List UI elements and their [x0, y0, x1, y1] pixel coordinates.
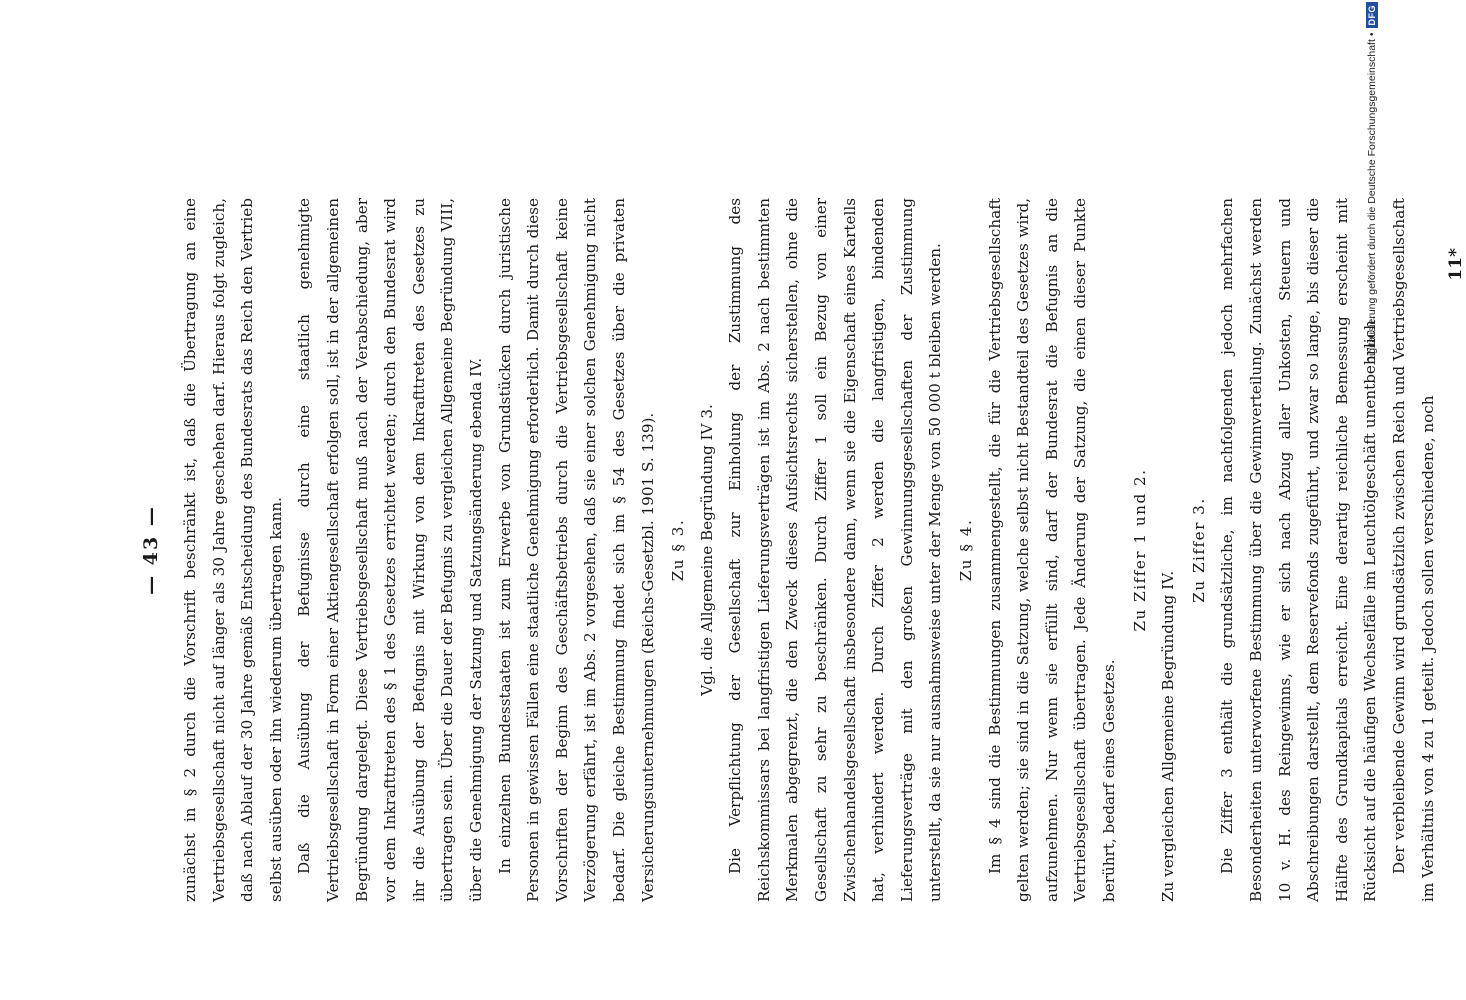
section-heading: Zu § 3. — [669, 518, 688, 582]
paragraph: In einzelnen Bundesstaaten ist zum Erwerbe von Grundstücken durch juristische Personen in gewissen Fällen eine staatliche Genehmigung erforderlich. Damit durch diese Vorschriften der Beginn des Geschäftsbetriebs durch die Vertriebsgesellschaft keine Verzögerung erfährt, ist im Abs. 2 vorgesehen, daß sie einer solchen Genehmigung nicht bedarf. Die gleiche Bestimmung findet sich im § 54 des Gesetzes über die privaten Versicherungsunternehmungen (Reichs-Gesetzbl. 1901 S. 139). — [495, 198, 657, 902]
paragraph: Die Ziffer 3 enthält die grundsätzliche, im nachfolgenden jedoch mehrfachen Besonderheiten unterworfene Bestimmung über die Gewinnverteilung. Zunächst werden 10 v. H. des Reingewinns, wie er sich nach Abzug aller Unkosten, Steuern und Abschreibungen darstellt, dem Reservefonds zugeführt, und zwar so lange, bis dieser die Hälfte des Grundkapitals erreicht. Eine derartig reichliche Bemessung erscheint mit Rücksicht auf die häufigen Wechselfälle im Leuchtölgeschäft unentbehrlich. — [1218, 198, 1380, 902]
paragraph: Zu vergleichen Allgemeine Begründung IV. — [1159, 570, 1178, 902]
paragraph: Im § 4 sind die Bestimmungen zusammengestellt, die für die Vertriebsgesellschaft gelten werden; sie sind in die Satzung, welche selbst nicht Bestandteil des Gesetzes wird, aufzunehmen. Nur wenn sie erfüllt sind, darf der Bundesrat die Befugnis an die Vertriebsgesellschaft übertragen. Jede Änderung der Satzung, die einen dieser Punkte berührt, bedarf eines Gesetzes. — [985, 198, 1118, 902]
credit-text: Digitalisierung gefördert durch die Deutsche Forschungsgemeinschaft • — [1366, 32, 1378, 364]
paragraph: Die Verpflichtung der Gesellschaft zur Einholung der Zustimmung des Reichskommissars bei langfristigen Lieferungsverträgen ist im Abs. 2 nach bestimmten Merkmalen abgegrenzt, die den Zweck dieses Aufsichtsrechts sicherstellen, ohne die Gesellschaft zu sehr zu beschränken. Durch Ziffer 1 soll ein Bezug von einer Zwischenhandelsgesellschaft insbesondere dann, wenn sie die Eigenschaft eines Kartells hat, verhindert werden. Durch Ziffer 2 werden die langfristigen, bindenden Lieferungsverträge mit den großen Gewinnungsgesellschaften der Zustimmung unterstellt, da sie nur ausnahmsweise unter der Menge von 50 000 t bleiben werden. — [726, 198, 945, 902]
section-heading: Zu § 4. — [957, 518, 976, 582]
signature-mark: 11* — [1446, 248, 1466, 281]
section-subheading: Vgl. die Allgemeine Begründung IV 3. — [697, 404, 716, 696]
section-heading: Zu Ziffer 3. — [1189, 497, 1208, 603]
paragraph: Der verbleibende Gewinn wird grundsätzlich zwischen Reich und Vertriebsgesellschaft im Verhältnis von 4 zu 1 geteilt. Jedoch sollen verschiedene, noch — [1389, 198, 1437, 902]
page-number: — 43 — — [140, 505, 162, 595]
page-body — [176, 198, 1442, 902]
digitization-credit — [1366, 2, 1378, 992]
paragraph: zunächst in § 2 durch die Vorschrift beschränkt ist, daß die Übertragung an eine Vertriebsgesellschaft nicht auf länger als 30 Jahre geschehen darf. Hieraus folgt zugleich, daß nach Ablauf der 30 Jahre gemäß Entscheidung des Bundesrats das Reich den Vertrieb selbst ausüben oder ihn wiederum übertragen kann. — [181, 198, 285, 902]
section-heading: Zu Ziffer 1 und 2. — [1130, 468, 1149, 632]
dfg-logo: DFG — [1366, 2, 1378, 29]
paragraph: Daß die Ausübung der Befugnisse durch eine staatlich genehmigte Vertriebsgesellschaft in Form einer Aktiengesellschaft erfolgen soll, ist in der allgemeinen Begründung dargelegt. Diese Vertriebsgesellschaft muß nach der Verabschiedung, aber vor dem Inkrafttreten des § 1 des Gesetzes errichtet werden; durch den Bundesrat wird ihr die Ausübung der Befugnis mit Wirkung von dem Inkrafttreten des Gesetzes zu übertragen sein. Über die Dauer der Befugnis zu vergleichen Allgemeine Begründung VIII, über die Genehmigung der Satzung und Satzungsänderung ebenda IV. — [295, 198, 485, 902]
